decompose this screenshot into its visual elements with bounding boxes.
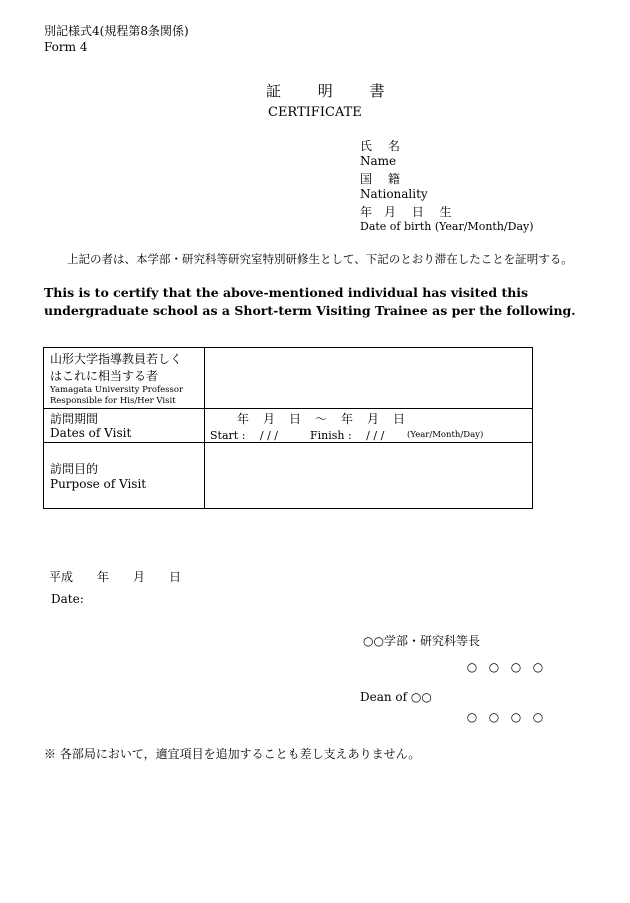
certification-text-jp: 上記の者は、本学部・研究科等研究室特別研修生として、下記のとおり滞在したことを証明する。 xyxy=(44,252,573,266)
dob-label-jp: 年 月 日 生 xyxy=(360,205,452,219)
footnote: ※ 各部局において，適宜項目を追加することも差し支えありません。 xyxy=(44,747,421,761)
dean-name-placeholder-jp xyxy=(461,656,549,675)
dates-format-hint: (Year/Month/Day) xyxy=(407,430,484,440)
dean-title-en: Dean of ○○ xyxy=(360,690,432,704)
purpose-label-en: Purpose of Visit xyxy=(50,477,147,491)
nationality-label-jp: 国 籍 xyxy=(360,172,400,186)
visit-details-table xyxy=(43,347,533,509)
table-column-divider xyxy=(204,348,205,508)
table-row-divider xyxy=(44,442,532,443)
certification-text-en: This is to certify that the above-mentioned individual has visited this undergraduate school as a Short-term Visiting Trainee as per the following. xyxy=(44,285,576,318)
table-row-divider xyxy=(44,408,532,409)
professor-label-en-line2: Responsible for His/Her Visit xyxy=(50,396,176,406)
name-label-en: Name xyxy=(360,154,397,168)
dates-label-jp: 訪問期間 xyxy=(50,412,99,426)
professor-label-jp-line2: はこれに相当する者 xyxy=(50,369,159,383)
circle-mark: ○ xyxy=(510,660,522,674)
form-number-en: Form 4 xyxy=(44,40,88,54)
circle-mark: ○ xyxy=(488,710,500,724)
purpose-label-jp: 訪問目的 xyxy=(50,462,99,476)
date-en: Date: xyxy=(51,592,84,606)
circle-mark: ○ xyxy=(466,710,478,724)
dates-start[interactable]: Start : / / / xyxy=(210,429,279,442)
form-number-jp: 別記様式4(規程第8条関係) xyxy=(44,24,189,38)
professor-label-en-line1: Yamagata University Professor xyxy=(50,385,184,395)
circle-mark: ○ xyxy=(510,710,522,724)
dates-finish[interactable]: Finish : / / / xyxy=(310,429,385,442)
name-label-jp: 氏 名 xyxy=(360,139,400,153)
dean-name-placeholder-en xyxy=(461,706,549,725)
nationality-label-en: Nationality xyxy=(360,187,428,201)
circle-mark: ○ xyxy=(466,660,478,674)
dob-label-en: Date of birth (Year/Month/Day) xyxy=(360,220,534,233)
professor-label-jp-line1: 山形大学指導教員若しく xyxy=(50,352,183,366)
title-jp: 証 明 書 xyxy=(266,82,401,100)
dates-jp-format: 年 月 日 ～ 年 月 日 xyxy=(237,412,407,426)
dates-label-en: Dates of Visit xyxy=(50,426,132,440)
title-en: CERTIFICATE xyxy=(268,105,362,120)
date-jp: 平成 年 月 日 xyxy=(49,570,182,584)
circle-mark: ○ xyxy=(532,710,544,724)
circle-mark: ○ xyxy=(532,660,544,674)
circle-mark: ○ xyxy=(488,660,500,674)
dean-title-jp: ○○学部・研究科等長 xyxy=(363,634,480,648)
